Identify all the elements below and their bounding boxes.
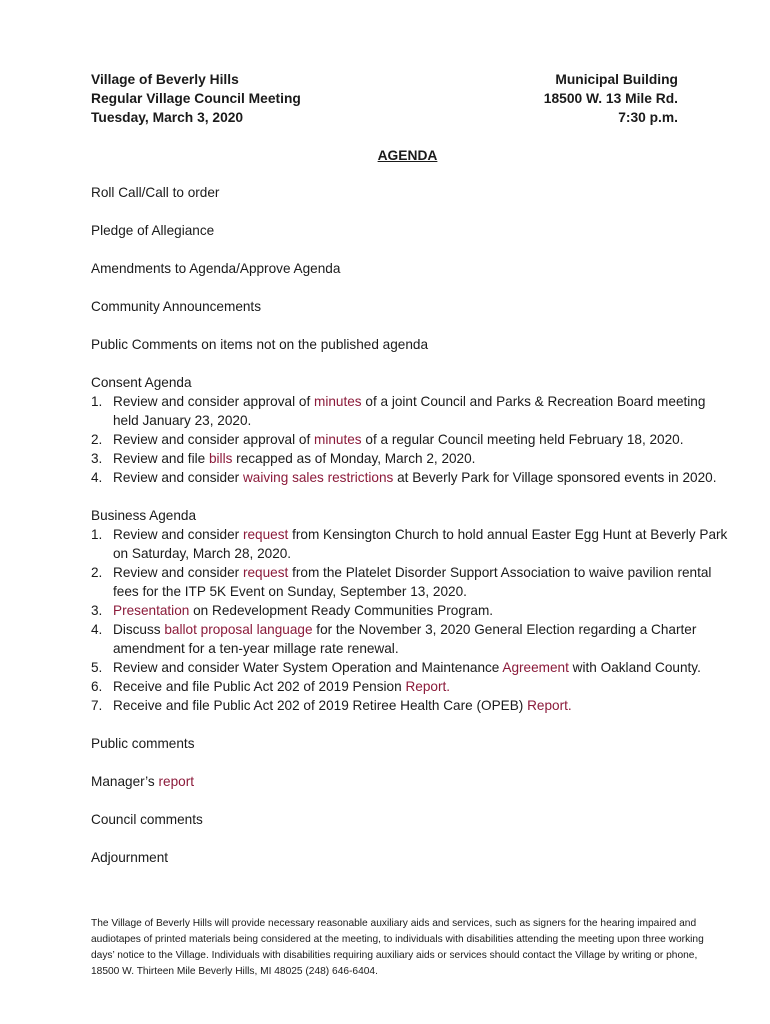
minutes-link[interactable]: minutes [314,394,362,409]
item-text: of a joint Council and Parks & Recreation Board meeting held January 23, 2020. [113,394,706,428]
pension-report-link[interactable]: Report. [405,679,451,694]
item-number: 2. [91,565,103,580]
item-text: from Kensington Church to hold annual Easter Egg Hunt at Beverly Park on Saturday, March 28, 2020. [113,527,728,561]
community-announcements: Community Announcements [91,299,262,314]
village-name: Village of Beverly Hills [91,72,239,87]
consent-agenda-title: Consent Agenda [91,375,192,390]
list-item [91,525,731,563]
public-comments: Public comments [91,736,195,751]
business-agenda-list [91,525,731,715]
list-item [91,696,731,715]
item-text: from the Platelet Disorder Support Association to waive pavilion rental fees for the ITP 5K Event on Sunday, September 13, 2020. [113,565,712,599]
item-text: recapped as of Monday, March 2, 2020. [232,451,476,466]
item-text: with Oakland County. [568,660,701,675]
business-agenda [91,506,731,715]
public-comments-unlisted: Public Comments on items not on the published agenda [91,337,429,352]
agreement-link[interactable]: Agreement [502,660,569,675]
item-text: on Redevelopment Ready Communities Program. [189,603,494,618]
managers-report-label: Manager’s [91,774,159,789]
header-right [544,70,678,127]
item-text: Review and consider [113,527,243,542]
agenda-title: AGENDA [377,148,438,163]
amendments: Amendments to Agenda/Approve Agenda [91,261,341,276]
item-number: 4. [91,622,103,637]
presentation-link[interactable]: Presentation [113,603,190,618]
item-text: Review and consider [113,470,243,485]
managers-report-link[interactable]: report [158,774,195,789]
list-item [91,563,731,601]
location-address: 18500 W. 13 Mile Rd. [543,91,678,106]
list-item [91,658,731,677]
item-number: 3. [91,451,103,466]
minutes-link[interactable]: minutes [314,432,362,447]
opeb-report-link[interactable]: Report. [527,698,572,713]
ballot-proposal-language-link[interactable]: ballot proposal language [164,622,313,637]
item-text: Review and consider [113,565,243,580]
consent-agenda [91,373,731,487]
list-item [91,449,731,468]
item-number: 1. [91,527,103,542]
header-left [91,70,301,127]
list-item [91,677,731,696]
meeting-type: Regular Village Council Meeting [91,91,301,106]
item-number: 5. [91,660,103,675]
accessibility-notice: The Village of Beverly Hills will provide necessary reasonable auxiliary aids and services, such as signers for the hearing impaired and audiotapes of printed materials being considered at the meeting, to individuals with disabilities attending the meeting upon three working days’ notice to the Village. Individuals with disabilities requiring auxiliary aids or services should contact the Village by writing or phone, 18500 W. Thirteen Mile Beverly Hills, MI 48025 (248) 646-6404. [91,918,704,977]
consent-agenda-list [91,392,731,487]
item-text: for the November 3, 2020 General Election regarding a Charter amendment for a ten-year millage rate renewal. [113,622,697,656]
item-text: Review and consider approval of [113,432,314,447]
request-link[interactable]: request [242,565,289,580]
item-text: Review and consider Water System Operation and Maintenance [113,660,503,675]
roll-call: Roll Call/Call to order [91,185,220,200]
meeting-time: 7:30 p.m. [618,110,678,125]
waiving-sales-restrictions-link[interactable]: waiving sales restrictions [242,470,394,485]
item-text: Review and file [113,451,209,466]
business-agenda-title: Business Agenda [91,508,197,523]
location-name: Municipal Building [555,72,678,87]
item-number: 2. [91,432,103,447]
managers-report [91,772,731,791]
item-text: at Beverly Park for Village sponsored events in 2020. [393,470,717,485]
item-text: Receive and file Public Act 202 of 2019 Retiree Health Care (OPEB) [113,698,528,713]
list-item [91,601,731,620]
request-link[interactable]: request [242,527,289,542]
list-item [91,430,731,449]
council-comments: Council comments [91,812,203,827]
item-number: 6. [91,679,103,694]
item-text: of a regular Council meeting held February 18, 2020. [361,432,684,447]
agenda-body [91,183,731,886]
list-item [91,392,731,430]
item-number: 1. [91,394,103,409]
bills-link[interactable]: bills [208,451,233,466]
list-item [91,620,731,658]
adjournment: Adjournment [91,850,169,865]
list-item [91,468,731,487]
meeting-date: Tuesday, March 3, 2020 [91,110,244,125]
item-number: 3. [91,603,103,618]
item-number: 4. [91,470,103,485]
item-text: Review and consider approval of [113,394,314,409]
pledge: Pledge of Allegiance [91,223,215,238]
item-text: Receive and file Public Act 202 of 2019 Pension [113,679,406,694]
item-number: 7. [91,698,103,713]
item-text: Discuss [113,622,165,637]
